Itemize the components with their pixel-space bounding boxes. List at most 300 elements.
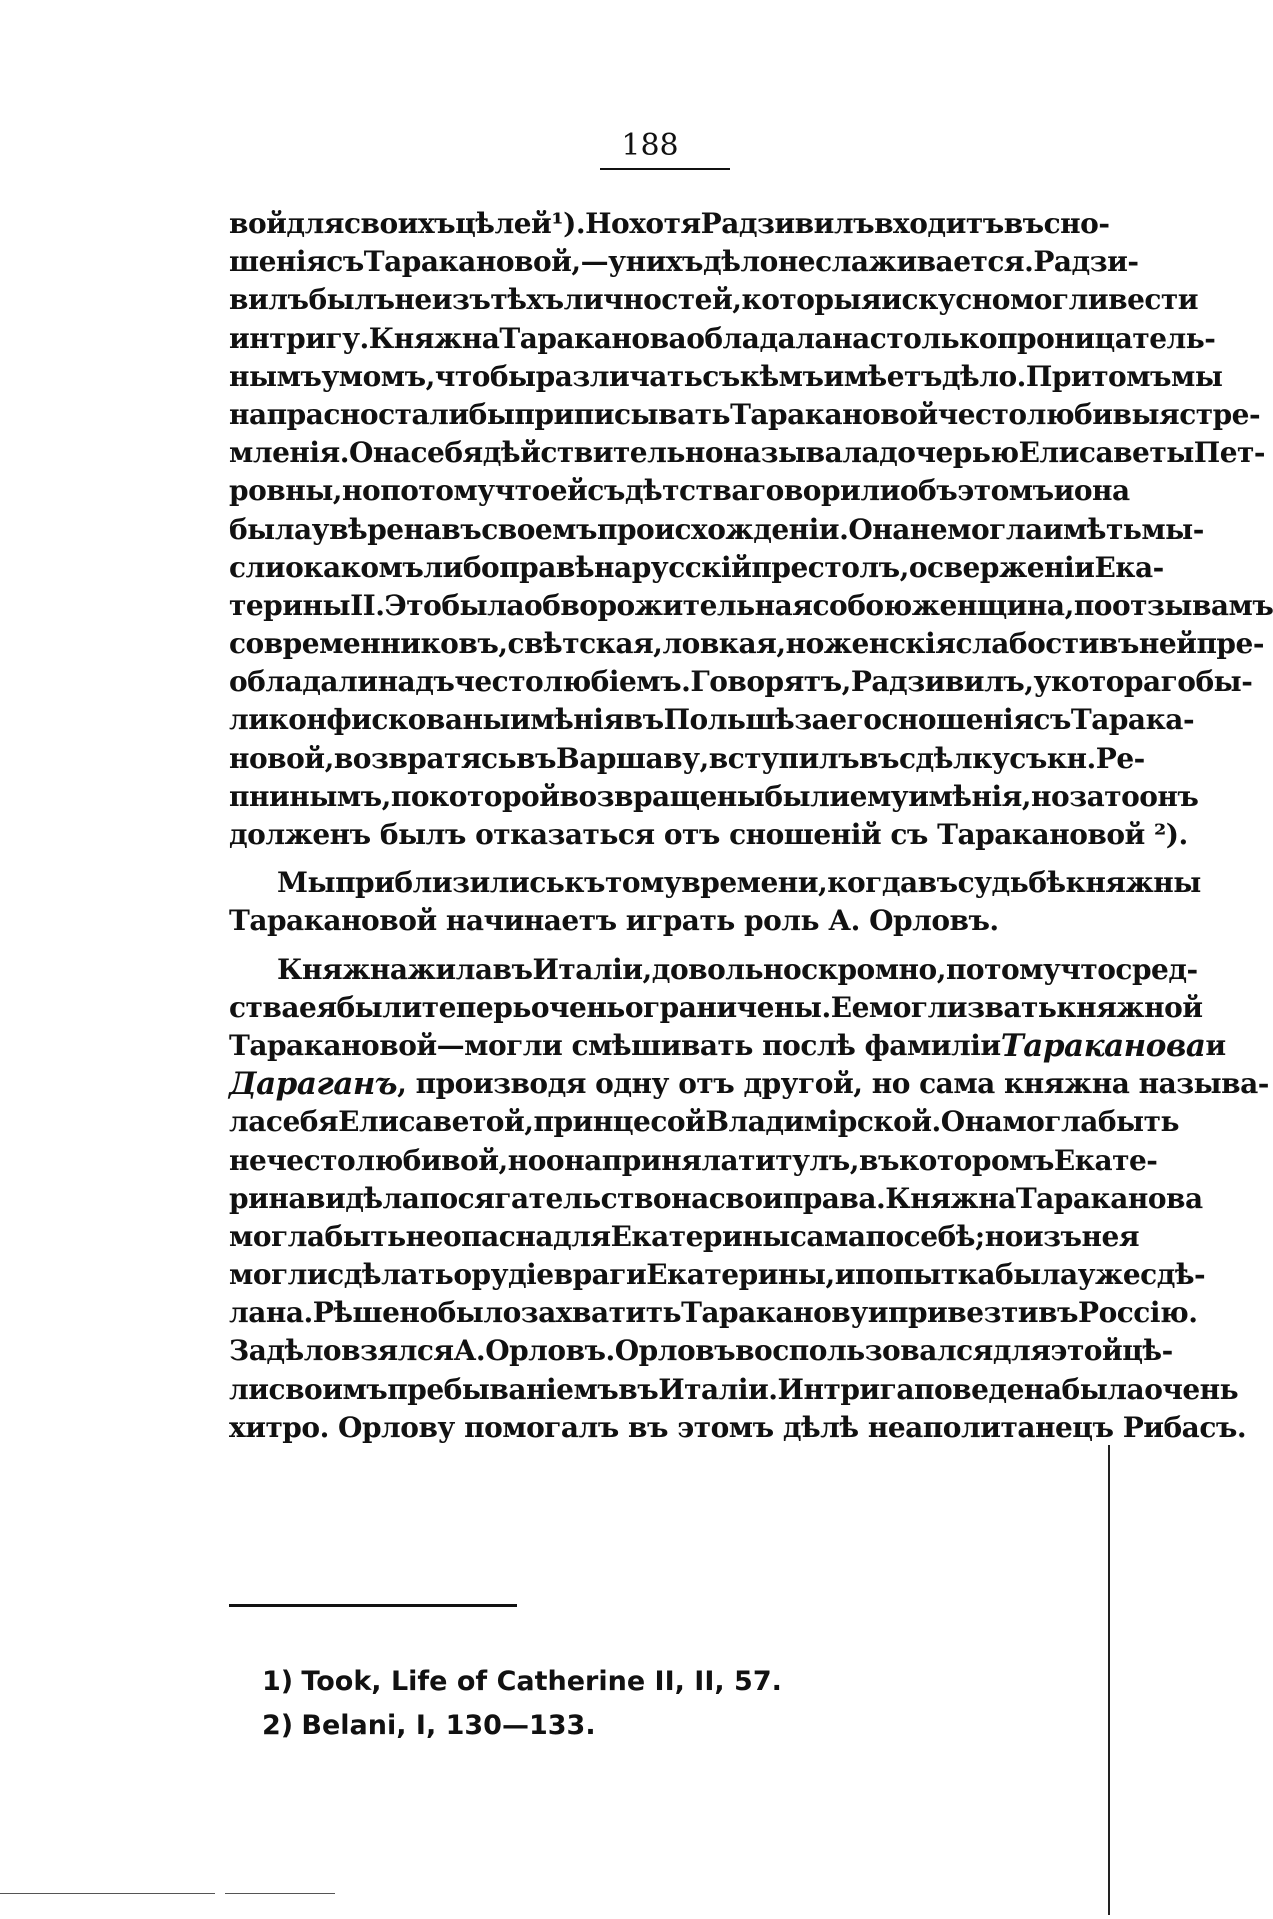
word: въ <box>1003 207 1044 240</box>
word: Мы <box>277 866 336 900</box>
word: шенія <box>229 245 327 279</box>
word: Елисаветой, <box>338 1105 534 1139</box>
word: былъ <box>308 283 395 317</box>
word: сно- <box>1043 207 1110 240</box>
word: мы- <box>1141 512 1204 546</box>
word: пребываніемъ <box>387 1372 619 1406</box>
text-line <box>229 243 1139 281</box>
word: нымъ <box>229 359 322 393</box>
word: но <box>984 1219 1023 1253</box>
word: видѣла <box>305 1181 420 1215</box>
word: входитъ <box>874 207 1004 240</box>
word: очень <box>1144 1372 1239 1406</box>
word: довольно <box>651 952 802 986</box>
word: кѣмъ <box>739 359 824 393</box>
word: новой, <box>229 741 334 775</box>
word: въ <box>1098 627 1139 661</box>
word: что <box>494 474 550 508</box>
word: могла <box>1002 1105 1098 1139</box>
word: ла <box>229 1105 266 1139</box>
word: терины <box>229 588 351 622</box>
word: современниковъ, <box>229 627 508 661</box>
word: привезти <box>887 1296 1039 1330</box>
word: какомъ <box>303 550 424 584</box>
word: чтобы <box>434 359 536 393</box>
word: имѣть <box>1042 512 1142 546</box>
word: на <box>832 321 870 355</box>
word: тѣхъ <box>490 283 564 317</box>
word: дѣло. <box>941 359 1026 393</box>
word: Пет- <box>1193 436 1266 470</box>
word: имѣнія <box>510 703 624 737</box>
word: напрасно <box>229 397 379 431</box>
text-line <box>229 396 1261 434</box>
text-line <box>229 205 1110 243</box>
word: права. <box>782 1181 886 1215</box>
paragraph-3 <box>229 951 1269 1447</box>
footnote-separator <box>229 1604 517 1607</box>
emphasized-surname: Дараганъ <box>229 1066 398 1103</box>
word: было <box>437 1296 521 1330</box>
word: вой <box>229 207 287 240</box>
word: могли <box>868 990 968 1024</box>
word: Варшаву, <box>556 741 709 775</box>
word: съ <box>587 474 625 508</box>
word: на <box>594 550 632 584</box>
body-text <box>229 205 1273 1447</box>
word: себѣ; <box>903 1219 985 1253</box>
word: проницатель- <box>997 321 1216 355</box>
word: то <box>1104 779 1140 813</box>
word: времени, <box>681 866 828 900</box>
word: не <box>394 283 432 317</box>
word: Радзи- <box>1033 245 1139 279</box>
text-line-segment: и <box>1205 1028 1226 1062</box>
word: но <box>785 627 824 661</box>
scan-edge-line <box>225 1893 335 1894</box>
word: отзывамъ <box>1111 588 1273 622</box>
word: имѣетъ <box>823 359 942 393</box>
word: когда <box>827 866 918 900</box>
word: за <box>1069 779 1105 813</box>
word: либо <box>423 550 500 584</box>
text-line: долженъ былъ отказаться отъ сношеній съ Таракановой ²). <box>229 818 1188 851</box>
word: происхожденіи. <box>596 512 849 546</box>
word: на <box>671 1181 709 1215</box>
word: въ <box>859 741 899 775</box>
word: пре- <box>1196 627 1264 661</box>
word: ли <box>229 1372 269 1406</box>
word: приняла <box>601 1143 739 1177</box>
paragraph-gap <box>229 941 1091 951</box>
word: къ <box>564 866 605 900</box>
word: лана. <box>229 1296 313 1330</box>
word: дѣтства <box>624 474 750 508</box>
word: дѣло <box>266 1334 342 1368</box>
word: конфискованы <box>268 703 511 737</box>
word: Она <box>940 1105 1003 1139</box>
word: этой <box>1050 1334 1123 1368</box>
word: Говорятъ, <box>690 665 851 699</box>
word: Она <box>348 436 411 470</box>
word: въ <box>917 866 958 900</box>
word: слабости <box>955 627 1099 661</box>
word: Княжна <box>277 952 408 986</box>
word: Владимірской. <box>705 1105 941 1139</box>
word: Притомъ <box>1025 359 1172 393</box>
word: престолъ, <box>751 550 909 584</box>
word: которыя <box>741 283 882 317</box>
word: Екатерины <box>610 1219 790 1253</box>
word: которой <box>429 779 560 813</box>
word: Тарака- <box>1070 703 1195 737</box>
word: Радзивилъ, <box>850 665 1034 699</box>
word: объ <box>899 474 958 508</box>
word: она <box>545 1143 602 1177</box>
word: А. <box>453 1334 486 1368</box>
text-line <box>229 549 1164 587</box>
text-line <box>229 989 1203 1027</box>
word: попытка <box>855 1258 995 1292</box>
word: Италіи. <box>658 1372 778 1406</box>
word: Ее <box>830 990 869 1024</box>
word: взялся <box>341 1334 454 1368</box>
word: русскій <box>631 550 752 584</box>
word: Ека- <box>1094 550 1164 584</box>
word: Но <box>585 207 630 240</box>
text-line <box>229 625 1264 663</box>
word: женскія <box>823 627 956 661</box>
text-line <box>229 281 1199 319</box>
text-line <box>229 434 1266 472</box>
word: была <box>229 512 312 546</box>
word: цѣ- <box>1122 1334 1173 1368</box>
word: но <box>1031 779 1070 813</box>
word: обворожительная <box>523 588 813 622</box>
word: княжны <box>1065 866 1201 900</box>
footnote-text: Took, Life of Catherine II, II, 57. <box>301 1666 782 1697</box>
word: сдѣлку <box>898 741 1010 775</box>
word: честолюбивой, <box>266 1143 508 1177</box>
text-line <box>229 1256 1206 1294</box>
word: называла <box>723 436 880 470</box>
word: въ <box>618 1372 659 1406</box>
word: дѣйствительно <box>482 436 724 470</box>
word: въ <box>859 1143 899 1177</box>
word: титулъ, <box>738 1143 859 1177</box>
page-number-rule <box>600 168 730 170</box>
word: Она <box>848 512 910 546</box>
word: по <box>865 1219 904 1253</box>
text-line <box>229 320 1216 358</box>
footnotes <box>262 1660 962 1748</box>
word: мы <box>1171 359 1223 393</box>
word: но <box>507 1143 546 1177</box>
text-line-with-emphasis <box>229 1027 1226 1065</box>
word: говорили <box>749 474 900 508</box>
word: — <box>580 245 609 279</box>
word: различать <box>535 359 703 393</box>
word: своемъ <box>481 512 597 546</box>
word: изъ <box>431 283 491 317</box>
word: дѣло <box>703 245 778 279</box>
word: ровны, <box>229 474 343 508</box>
word: хотя <box>629 207 701 240</box>
word: свои <box>708 1181 783 1215</box>
word: въ <box>441 512 482 546</box>
text-line <box>229 1371 1239 1409</box>
word: его <box>829 703 882 737</box>
word: теперь <box>421 990 531 1024</box>
word: но <box>342 474 381 508</box>
word: Таракановой, <box>363 245 581 279</box>
word: ея <box>299 990 337 1024</box>
word: опасна <box>442 1219 553 1253</box>
word: могла <box>947 512 1043 546</box>
text-line <box>229 1218 1140 1256</box>
text-line-with-emphasis <box>229 1065 1269 1103</box>
word: были <box>764 779 850 813</box>
word: въ <box>623 703 664 737</box>
word: съ <box>702 359 740 393</box>
footnote-mark: 2) <box>262 1710 294 1741</box>
word: своихъ <box>344 207 456 240</box>
word: Екате- <box>1053 1143 1158 1177</box>
text-line <box>229 1332 1173 1370</box>
word: честолюбивыя <box>937 397 1180 431</box>
word: ему <box>849 779 909 813</box>
word: сама <box>789 1219 866 1253</box>
footnote-1 <box>262 1660 962 1704</box>
word: судьбѣ <box>957 866 1066 900</box>
word: Княжна <box>368 321 500 355</box>
word: не <box>405 1219 443 1253</box>
word: правѣ <box>499 550 595 584</box>
word: честолюбіемъ. <box>454 665 691 699</box>
word: сдѣлать <box>327 1258 454 1292</box>
word: личностей, <box>563 283 742 317</box>
word: захватить <box>520 1296 682 1330</box>
word: ¹). <box>551 207 586 240</box>
word: своимъ <box>268 1372 388 1406</box>
word: въ <box>1038 1296 1079 1330</box>
word: Ре- <box>1095 741 1145 775</box>
word: посягательство <box>419 1181 672 1215</box>
word: по <box>390 779 430 813</box>
word: умомъ, <box>321 359 435 393</box>
text-line <box>229 511 1204 549</box>
word: враги <box>553 1258 647 1292</box>
word: рина <box>229 1181 306 1215</box>
text-line <box>229 358 1223 396</box>
word: звать <box>967 990 1057 1024</box>
text-line <box>229 740 1145 778</box>
word: имѣнія, <box>908 779 1032 813</box>
word: тому <box>605 866 682 900</box>
word: бы- <box>1195 665 1253 699</box>
word: интригу. <box>229 321 369 355</box>
word: она <box>1073 474 1130 508</box>
word: нея <box>1081 1219 1140 1253</box>
word: Интрига <box>777 1372 914 1406</box>
word: Италіи, <box>532 952 652 986</box>
word: ства <box>229 990 299 1024</box>
word: сношенія <box>881 703 1034 737</box>
word: была <box>994 1258 1078 1292</box>
text-line <box>229 1103 1179 1141</box>
word: для <box>552 1219 611 1253</box>
word: княжной <box>1056 990 1203 1024</box>
word: и <box>834 1258 856 1292</box>
word: могла <box>229 1219 325 1253</box>
word: потому <box>945 952 1061 986</box>
word: приписывать <box>514 397 731 431</box>
word: ней <box>1138 627 1197 661</box>
word: Тараканова <box>1015 1181 1203 1215</box>
word: женщина, <box>911 588 1074 622</box>
word: Елисаветы <box>1018 436 1194 470</box>
word: вступилъ <box>708 741 860 775</box>
word: Польшѣ <box>663 703 795 737</box>
paragraph-3-lines-after <box>229 1103 1247 1447</box>
word: Россію. <box>1078 1296 1198 1330</box>
word: изъ <box>1022 1219 1082 1253</box>
word: не <box>777 245 816 279</box>
word: скромно, <box>801 952 946 986</box>
footnote-mark: 1) <box>262 1666 294 1697</box>
paragraph-gap <box>229 854 1091 864</box>
word: сред- <box>1115 952 1198 986</box>
word: поведена <box>913 1372 1062 1406</box>
word: съ <box>1009 741 1047 775</box>
word: съ <box>1033 703 1071 737</box>
word: увѣрена <box>311 512 442 546</box>
word: слаживается. <box>815 245 1034 279</box>
word: уже <box>1077 1258 1141 1292</box>
text-line <box>229 1180 1203 1218</box>
word: стали <box>378 397 469 431</box>
word: Орловъ. <box>485 1334 615 1368</box>
word: о <box>908 550 928 584</box>
word: II. <box>350 588 385 622</box>
scan-margin-bar <box>1108 1445 1110 1915</box>
footnote-2 <box>262 1704 962 1748</box>
word: была <box>441 588 524 622</box>
word: Таракановой <box>730 397 938 431</box>
word: искусно <box>881 283 1010 317</box>
word: сли <box>229 550 286 584</box>
word: котораго <box>1050 665 1196 699</box>
word: жила <box>407 952 493 986</box>
word: кн. <box>1046 741 1096 775</box>
word: себя <box>410 436 483 470</box>
word: ей <box>549 474 588 508</box>
word: были <box>336 990 422 1024</box>
word: надъ <box>377 665 455 699</box>
word: обладала <box>686 321 833 355</box>
word: что <box>1060 952 1116 986</box>
word: ловкая, <box>662 627 786 661</box>
word: Орловъ <box>614 1334 736 1368</box>
text-line-segment: Таракановой—могли смѣшивать послѣ фамиліи <box>229 1028 1001 1062</box>
word: въ <box>492 952 533 986</box>
word: съ <box>326 245 364 279</box>
word: быть <box>1097 1105 1179 1139</box>
word: За <box>229 1334 267 1368</box>
word: Рѣшено <box>312 1296 438 1330</box>
word: стре- <box>1179 397 1261 431</box>
word: мленія. <box>229 436 349 470</box>
word: по <box>1073 588 1112 622</box>
word: приблизились <box>335 866 565 900</box>
word: у <box>608 245 626 279</box>
word: онъ <box>1139 779 1199 813</box>
text-line <box>229 864 1201 902</box>
text-line <box>229 701 1195 739</box>
word: у <box>1033 665 1051 699</box>
word: свѣтская, <box>507 627 663 661</box>
word: для <box>992 1334 1051 1368</box>
word: себя <box>265 1105 339 1139</box>
text-line <box>229 587 1273 625</box>
word: цѣлей <box>455 207 552 240</box>
word: не <box>229 1143 267 1177</box>
word: не <box>909 512 948 546</box>
word: сдѣ- <box>1140 1258 1206 1292</box>
word: была <box>1061 1372 1145 1406</box>
text-line: хитро. Орлову помогалъ въ этомъ дѣлѣ неаполитанецъ Рибасъ. <box>229 1410 1247 1444</box>
scan-edge-line <box>0 1893 215 1894</box>
word: нихъ <box>625 245 704 279</box>
word: могли <box>1009 283 1109 317</box>
word: могли <box>229 1258 328 1292</box>
word: ли <box>229 703 269 737</box>
word: въ <box>516 741 557 775</box>
text-line <box>229 1142 1158 1180</box>
word: пнинымъ, <box>229 779 391 813</box>
word: орудіе <box>453 1258 554 1292</box>
word: возвращены <box>559 779 765 813</box>
word: Радзивилъ <box>700 207 875 240</box>
word: о <box>285 550 304 584</box>
word: вести <box>1108 283 1199 317</box>
word: воспользовался <box>735 1334 993 1368</box>
word: и <box>1053 474 1074 508</box>
text-line <box>229 472 1130 510</box>
word: вилъ <box>229 283 309 317</box>
word: принцесой <box>533 1105 706 1139</box>
word: Тараканова <box>499 321 687 355</box>
paragraph-3-lines-before <box>229 951 1203 1027</box>
word: столько <box>869 321 997 355</box>
text-line <box>229 663 1253 701</box>
word: за <box>794 703 830 737</box>
word: обладали <box>229 665 378 699</box>
footnote-text: Belani, I, 130—133. <box>301 1710 596 1741</box>
word: Тараканову <box>681 1296 868 1330</box>
word: Екатерины, <box>646 1258 835 1292</box>
word: которомъ <box>898 1143 1054 1177</box>
word: бы <box>468 397 515 431</box>
text-line <box>229 951 1198 989</box>
word: дочерью <box>879 436 1019 470</box>
emphasized-surname: Тараканова <box>1000 1027 1206 1064</box>
word: ограничены. <box>624 990 831 1024</box>
word: сверженіи <box>927 550 1095 584</box>
text-line-segment: , производя одну отъ другой, но сама княжна называ- <box>397 1067 1269 1101</box>
page-number: 188 <box>621 128 679 163</box>
word: возвратясь <box>333 741 517 775</box>
